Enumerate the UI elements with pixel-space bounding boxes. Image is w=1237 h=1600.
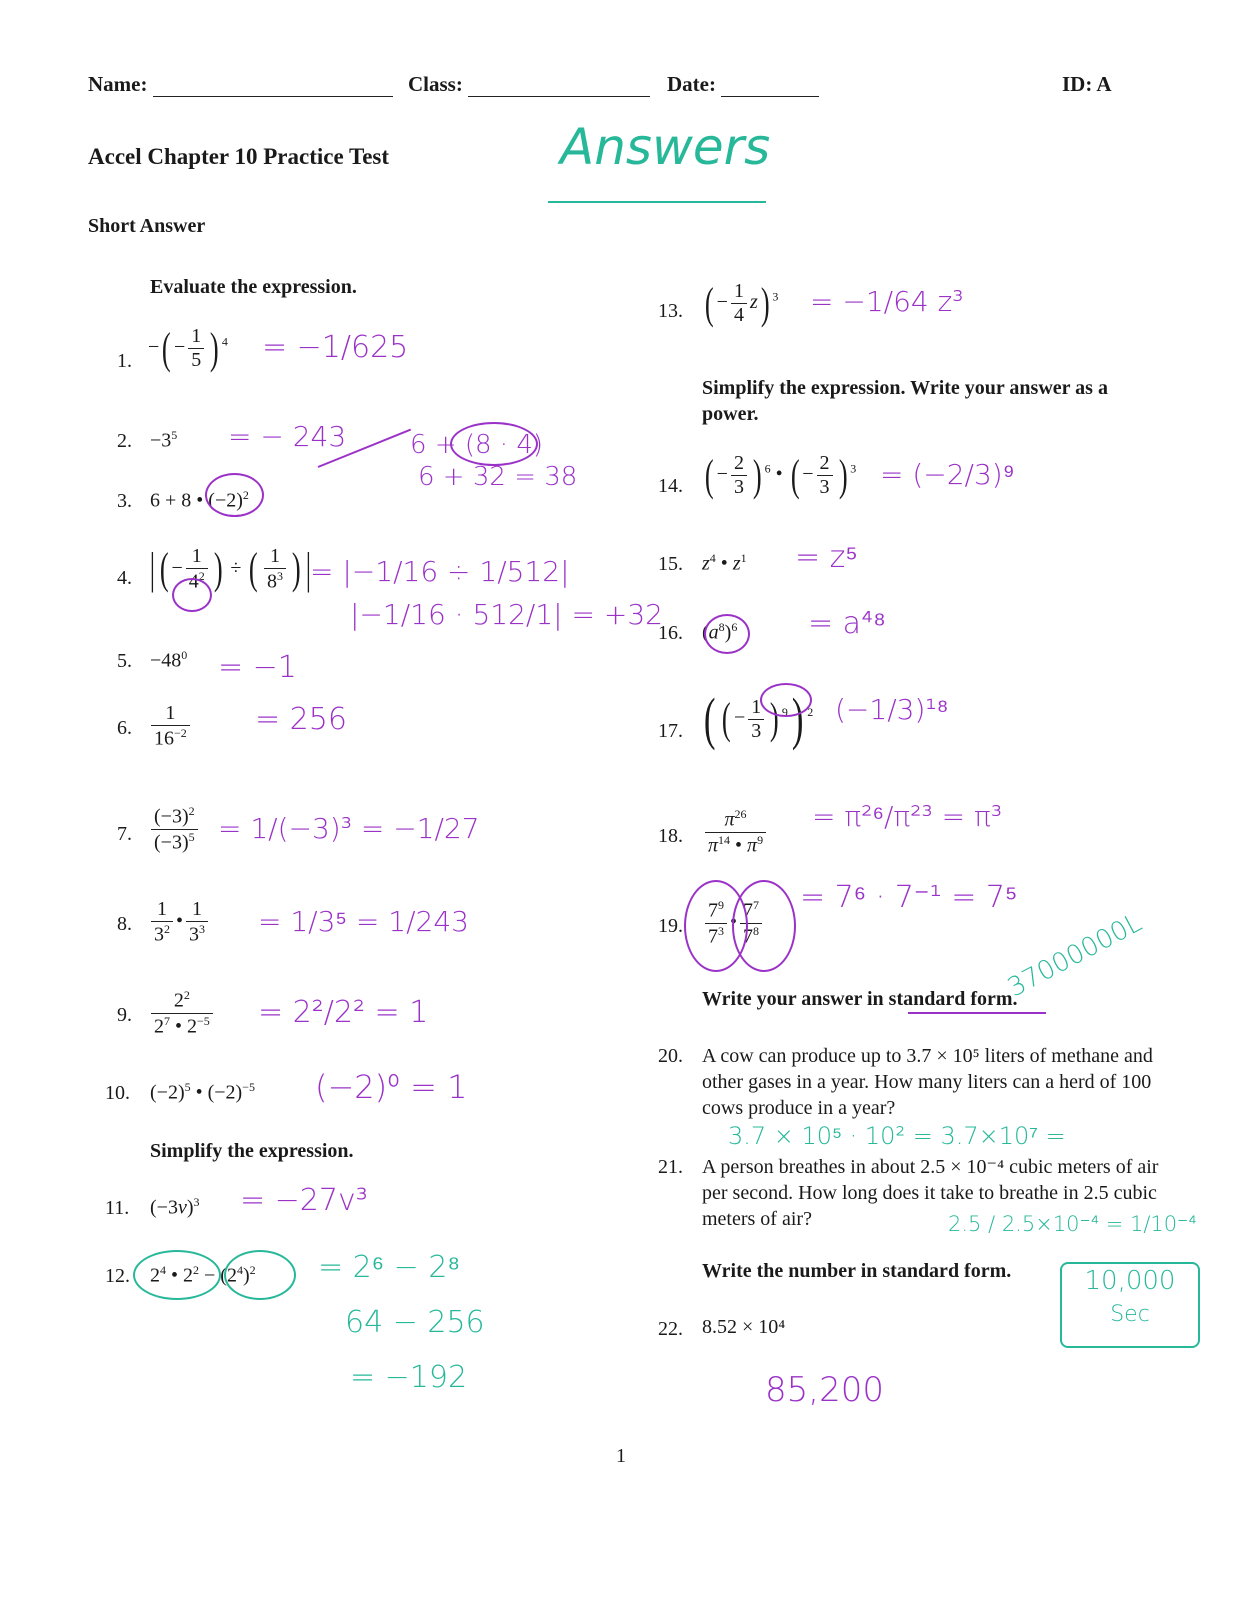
q16-answer: = a⁴⁸ [808,606,886,641]
q-number: 11. [105,1197,130,1219]
q2-answer: = − 243 [228,420,347,453]
answers-underline [548,201,766,203]
q-number: 18. [658,825,683,847]
class-field[interactable] [468,96,650,97]
q-number: 13. [658,300,683,322]
q18-answer: = π²⁶/π²³ = π³ [812,800,1003,833]
q9-expression: $\frac{2^2}{2^7 • 2^{-5}}$ [148,988,216,1038]
name-field[interactable] [153,96,393,97]
q-number: 17. [658,720,683,742]
q-number: 14. [658,475,683,497]
q12-circle-2 [224,1250,296,1300]
q17-circle [760,683,812,717]
instruction-standard-form-number: Write the number in standard form. [702,1260,1012,1282]
instruction-simplify-power: Simplify the expression. Write your answer as a power. [702,377,1108,425]
q-number: 7. [117,823,132,845]
q12-work-3: = −192 [350,1360,468,1395]
q5-expression: $-48^0$ [150,648,188,672]
q19-expression: $\frac{7^9}{7^3}$ • $\frac{7^7}{7^8}$ [702,898,765,948]
q-number: 12. [105,1265,130,1287]
q19-circle-2 [732,880,796,972]
q12-expression: $2^4$ • $2^2 - (2^4)^2$ [150,1263,256,1287]
date-field[interactable] [721,96,819,97]
instruction-standard-form-answer: Write your answer in standard form. [702,988,1018,1010]
answers-tag: Answers [560,118,771,176]
class-label: Class: [408,72,650,97]
q21-answer-1: 10,000 [1084,1266,1176,1296]
q-number: 4. [117,567,132,589]
q3-work-1: 6 + (8 · 4) [410,430,544,460]
q-number: 6. [117,717,132,739]
q-number: 20. [658,1045,683,1067]
q6-answer: = 256 [255,702,347,737]
q-number: 2. [117,430,132,452]
q16-circle [704,614,750,654]
q20-answer: 37000000L [1002,907,1147,1004]
q-number: 1. [117,350,132,372]
q14-expression: ( − $\frac{2}{3}$ ) $^6$ • ( − $\frac{2}{3}$ ) $^3$ [704,450,857,500]
q2-expression: $-3^5$ [150,428,178,452]
q-number: 9. [117,1004,132,1026]
q16-expression: $(a^8)^6$ [702,620,738,644]
q3-circle [205,473,264,517]
q4-expression: | ( − $\frac{1}{4^2}$ ) ÷ ( $\frac{1}{8^3}$ ) | [149,544,311,594]
date-label: Date: [667,72,819,97]
q9-answer: = 2²/2² = 1 [258,995,429,1030]
q10-answer: (−2)⁰ = 1 [315,1068,468,1106]
q14-answer: = (−2/3)⁹ [880,458,1015,491]
q15-expression: $z^4$ • $z^1$ [702,551,747,575]
q-number: 15. [658,553,683,575]
q-number: 22. [658,1318,683,1340]
q18-expression: $\frac{\pi^{26}}{\pi^{14} • \pi^9}$ [702,807,769,857]
q13-expression: ( − $\frac{1}{4}$ z) $^3$ [704,278,779,328]
q17-expression: ( ( − $\frac{1}{3}$ ) $^9$) $^2$ [703,686,814,751]
id-label: ID: A [1062,72,1112,96]
q-number: 5. [117,650,132,672]
q8-expression: $\frac{1}{3^2}$ • $\frac{1}{3^3}$ [148,898,211,947]
q17-answer: (−1/3)¹⁸ [835,693,949,726]
q11-answer: = −27v³ [240,1183,368,1218]
q7-answer: = 1/(−3)³ = −1/27 [218,812,480,845]
q7-expression: $\frac{(-3)^2}{(-3)^5}$ [148,804,201,854]
q22-answer: 85,200 [765,1370,884,1410]
q21-answer-2: Sec [1110,1302,1150,1327]
page-number: 1 [616,1445,626,1467]
instruction-evaluate: Evaluate the expression. [150,276,357,298]
q20-text: A cow can produce up to 3.7 × 10⁵ liters of methane and other gases in a year. How many liters can a herd of 100 cows produce in a year? [702,1045,1153,1119]
page-title: Accel Chapter 10 Practice Test [88,144,390,169]
q-number: 19. [658,915,683,937]
q19-answer: = 7⁶ · 7⁻¹ = 7⁵ [800,880,1018,915]
q-number: 8. [117,913,132,935]
q11-expression: $(-3v)^3$ [150,1195,200,1219]
q3-work-2: 6 + 32 = 38 [418,462,578,492]
q-number: 16. [658,622,683,644]
q1-answer: = −1/625 [262,330,409,365]
q3-expression: 6 + 8 • $(-2)^2$ [150,488,249,512]
q21-work: 2.5 / 2.5×10⁻⁴ = 1/10⁻⁴ [948,1212,1197,1236]
standard-form-underline [908,1012,1046,1014]
name-label: Name: [88,72,393,97]
q-number: 21. [658,1156,683,1178]
q4-circle [172,578,212,612]
q13-answer: = −1/64 z³ [810,285,964,318]
instruction-simplify: Simplify the expression. [150,1140,354,1162]
q4-work-2: |−1/16 · 512/1| = +32 [350,598,663,631]
q6-expression: $\frac{1}{16^{-2}}$ [148,702,193,751]
q22-expression: 8.52 × 10⁴ [702,1316,786,1338]
section-heading: Short Answer [88,215,206,237]
q3-work-circle [450,422,538,466]
q10-expression: $(-2)^5$ • $(-2)^{-5}$ [150,1080,255,1104]
q5-answer: = −1 [218,650,297,685]
q1-expression: −( − $\frac{1}{5}$ ) $^4$ [148,323,228,373]
q-number: 10. [105,1082,130,1104]
q4-work-1: = |−1/16 ÷ 1/512| [310,555,570,588]
q12-work-1: = 2⁶ − 2⁸ [318,1250,461,1285]
q12-work-2: 64 − 256 [345,1305,485,1340]
q20-work: 3.7 × 10⁵ · 10² = 3.7×10⁷ = [728,1122,1066,1150]
q12-circle-1 [133,1250,221,1300]
q-number: 3. [117,490,132,512]
q21-text: A person breathes in about 2.5 × 10⁻⁴ cubic meters of air per second. How long does it take to breathe in 2.5 cubic meters of air? [702,1156,1159,1230]
q8-answer: = 1/3⁵ = 1/243 [258,905,469,938]
q15-answer: = z⁵ [795,540,858,575]
